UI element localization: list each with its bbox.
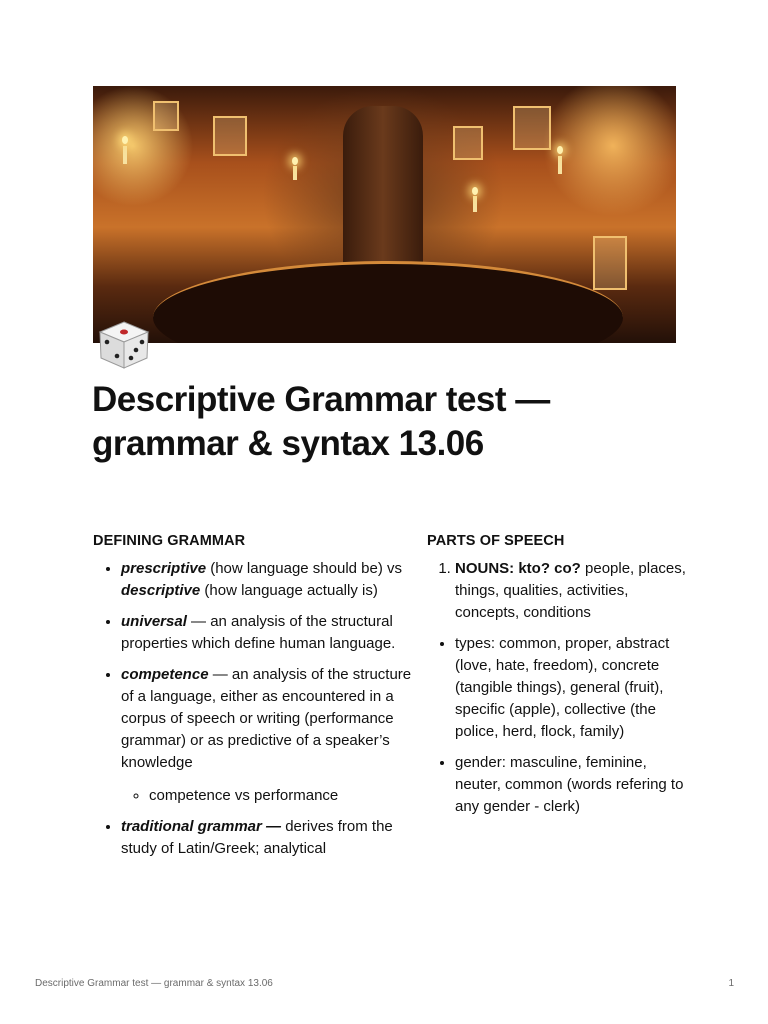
candle (558, 156, 562, 174)
footer-title: Descriptive Grammar test — grammar & syntax 13.06 (35, 978, 273, 989)
dice-icon[interactable] (98, 320, 150, 370)
candle-flame (472, 187, 478, 195)
picture-frame (213, 116, 247, 156)
item-text: derives from the study of Latin/Greek; analytical (121, 818, 393, 857)
section-heading: PARTS OF SPEECH (427, 533, 565, 549)
bullet-list (427, 633, 687, 818)
term: traditional grammar — (121, 818, 282, 835)
defining-grammar-column (93, 532, 413, 869)
picture-frame (453, 126, 483, 160)
list-item (121, 664, 413, 807)
sub-list-item: ◦ competence vs performance (149, 785, 413, 807)
list-item: • types: common, proper, abstract (love, hate, freedom), concrete (tangible things), general (fruit), specific (apple), collective (the police, herd, flock, family) (455, 633, 687, 743)
numbered-list (427, 558, 687, 624)
candle (123, 146, 127, 164)
page-title: Descriptive Grammar test — grammar & syntax 13.06 (92, 380, 550, 463)
section-heading: DEFINING GRAMMAR (93, 533, 246, 549)
cover-image (93, 86, 676, 343)
dark-pool (153, 261, 623, 343)
candle (473, 196, 477, 212)
item-text: (how language actually is) (200, 582, 378, 599)
term: NOUNS: kto? co? (455, 560, 581, 577)
item-text: people, places, things, qualities, activities, concepts, conditions (455, 560, 686, 621)
term: prescriptive (121, 560, 207, 577)
list-item: • gender: masculine, feminine, neuter, common (words refering to any gender - clerk) (455, 752, 687, 818)
list-item (121, 558, 413, 602)
item-text: (how language should be) vs (206, 560, 403, 577)
sub-list (121, 785, 413, 807)
parts-of-speech-column (427, 532, 687, 827)
list-item (121, 816, 413, 860)
item-text: — an analysis of the structural properties which define human language. (121, 613, 396, 652)
picture-frame (153, 101, 179, 131)
picture-frame (593, 236, 627, 290)
term: descriptive (121, 582, 201, 599)
term: competence (121, 666, 209, 683)
item-text: — an analysis of the structure of a language, either as encountered in a corpus of speech or writing (performance grammar) or as predictive of a speaker’s knowledge (121, 666, 412, 771)
list-item (455, 558, 687, 624)
candle-flame (557, 146, 563, 154)
candle (293, 166, 297, 180)
list-item (121, 611, 413, 655)
picture-frame (513, 106, 551, 150)
page-number: 1 (728, 978, 734, 989)
term: universal (121, 613, 187, 630)
bullet-list (93, 558, 413, 860)
candle-flame (122, 136, 128, 144)
candle-flame (292, 157, 298, 165)
